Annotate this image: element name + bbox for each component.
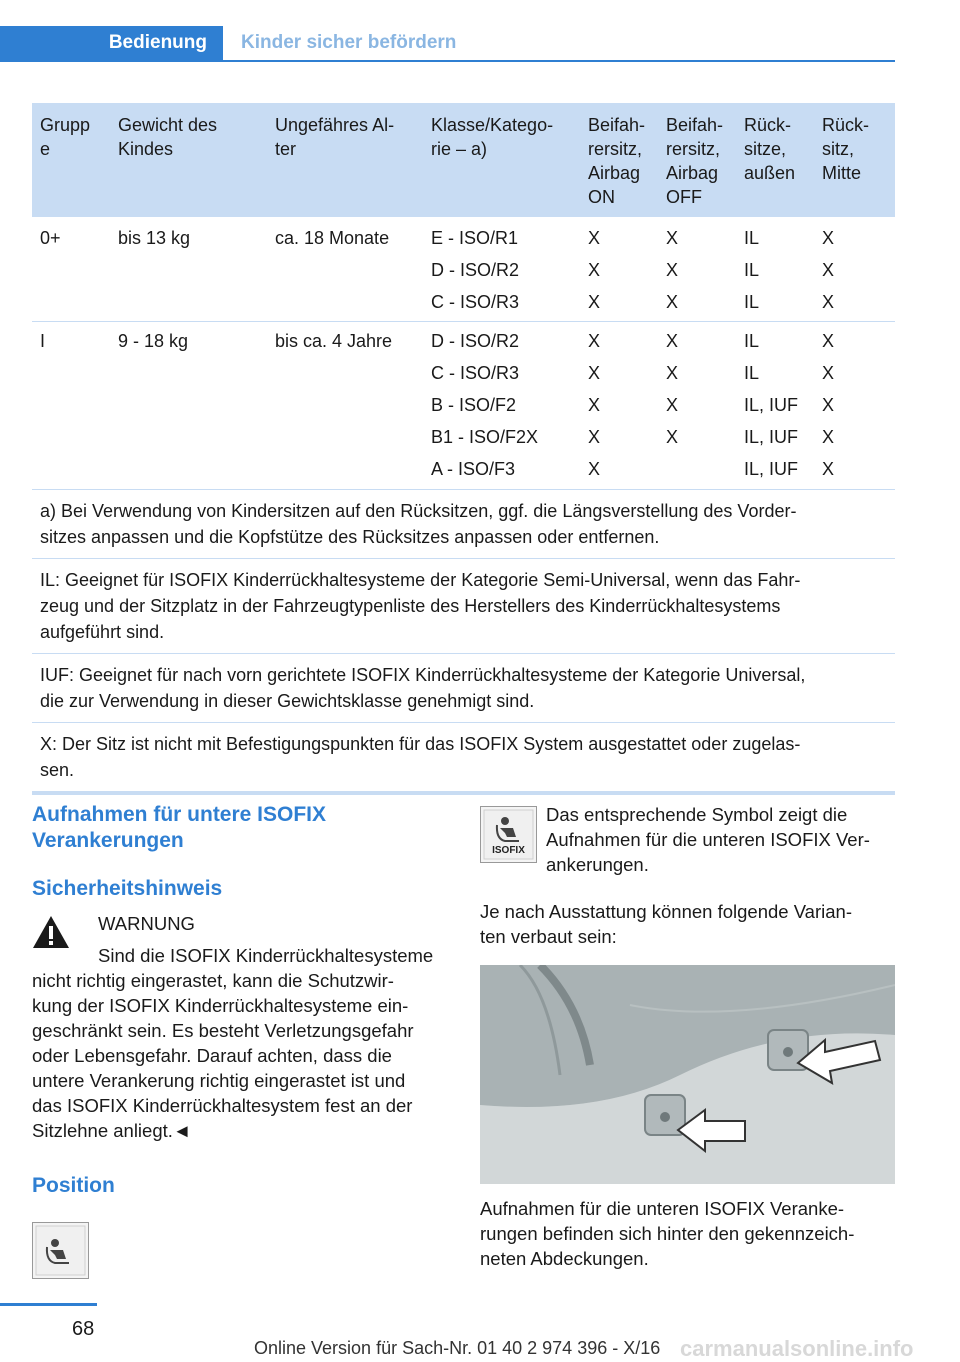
value: X: [822, 427, 835, 447]
class-value: C - ISO/R3: [431, 292, 520, 312]
table-row: [32, 322, 895, 490]
table-bottom-rule: [32, 791, 895, 795]
col-header-age: Ungefähres Al- ter: [275, 115, 395, 159]
value: X: [666, 228, 679, 248]
class-value: B1 - ISO/F2X: [431, 427, 539, 447]
col-header-class: Klasse/Katego- rie – a): [431, 115, 554, 159]
table-row: [32, 219, 895, 322]
warning-block: [32, 911, 450, 968]
cell-age: bis ca. 4 Jahre: [275, 331, 393, 351]
col-header-weight: Gewicht des Kindes: [118, 115, 218, 159]
class-value: C - ISO/R3: [431, 363, 520, 383]
footer-rule: [0, 1303, 97, 1306]
value: X: [822, 395, 835, 415]
cell-rear-middle: [814, 322, 895, 489]
class-value: D - ISO/R2: [431, 331, 520, 351]
value: IL: [744, 292, 760, 312]
value: X: [588, 459, 601, 479]
left-column: [32, 802, 450, 1198]
table-footnote-a: a) Bei Verwendung von Kindersitzen auf den Rücksitzen, ggf. die Längsverstellung des Vorder- sitzes anpassen und die Kopfstütze des Rücksitzes anpassen oder entfernen.: [32, 490, 895, 559]
safety-subheading: Sicherheitshinweis: [32, 877, 223, 900]
value: X: [666, 260, 679, 280]
symbol-description: Das entsprechende Symbol zeigt die Aufnahmen für die unteren ISOFIX Ver- ankerungen.: [546, 804, 870, 875]
cell-rear-outer: [736, 322, 814, 489]
value: X: [822, 292, 835, 312]
value: X: [822, 459, 835, 479]
col-header-group: Grupp e: [40, 115, 91, 159]
page-number: 68: [72, 1318, 95, 1340]
value: X: [588, 331, 601, 351]
value: X: [822, 363, 835, 383]
value: IL: [744, 260, 760, 280]
value: X: [666, 331, 679, 351]
table-footnote-il: IL: Geeignet für ISOFIX Kinderrückhaltesysteme der Kategorie Semi-Universal, wenn das Fahr- zeug und der Sitzplatz in der Fahrzeugtypenliste des Herstellers des Kinderrückhaltesystems aufgeführt sind.: [32, 559, 895, 654]
value: X: [822, 331, 835, 351]
col-header-rear-middle: Rück- sitz, Mitte: [822, 115, 870, 183]
value: X: [822, 228, 835, 248]
value: X: [588, 292, 601, 312]
warning-title: WARNUNG: [98, 913, 195, 934]
photo-caption: Aufnahmen für die unteren ISOFIX Veranke- rungen befinden sich hinter den gekennzeich- neten Abdeckungen.: [480, 1198, 855, 1269]
value: X: [588, 260, 601, 280]
variants-text: Je nach Ausstattung können folgende Varian- ten verbaut sein:: [480, 901, 852, 947]
header-bar: [0, 26, 895, 62]
value: IL, IUF: [744, 459, 799, 479]
warning-text: nicht richtig eingerastet, kann die Schutzwir- kung der ISOFIX Kinderrückhaltesysteme ein- geschränkt sein. Es besteht Verletzungsgefahr oder Lebensgefahr. Darauf achten, dass die untere Verankerung richtig eingerastet ist und das ISOFIX Kinderrückhaltesystem fest an der Sitzlehne anliegt.◄: [32, 970, 414, 1141]
cell-airbag-off: [658, 322, 736, 489]
cell-group: 0+: [40, 228, 61, 248]
cell-classes: [423, 322, 580, 489]
cell-airbag-on: [580, 219, 658, 321]
value: X: [588, 427, 601, 447]
child-seat-icon: [33, 1223, 88, 1278]
value: X: [588, 395, 601, 415]
class-value: D - ISO/R2: [431, 260, 520, 280]
cell-rear-outer: [736, 219, 814, 321]
right-column: [480, 802, 895, 949]
warning-triangle-icon: [32, 915, 70, 955]
value: X: [588, 228, 601, 248]
value: X: [666, 395, 679, 415]
section-heading: Aufnahmen für untere ISOFIX Verankerungen: [32, 803, 327, 852]
value: X: [666, 427, 679, 447]
class-value: B - ISO/F2: [431, 395, 517, 415]
value: IL, IUF: [744, 427, 799, 447]
value: IL: [744, 331, 760, 351]
value: X: [666, 363, 679, 383]
isofix-anchor-photo: [480, 965, 895, 1184]
value: X: [822, 260, 835, 280]
position-heading: Position: [32, 1174, 115, 1197]
value: X: [588, 363, 601, 383]
table-footnote-x: X: Der Sitz ist nicht mit Befestigungspunkten für das ISOFIX System ausgestattet oder zugelas- sen.: [40, 734, 801, 780]
cell-weight: 9 - 18 kg: [118, 331, 189, 351]
section-tab[interactable]: Kinder sicher befördern: [241, 32, 457, 53]
watermark: carmanualsonline.info: [680, 1336, 914, 1361]
warning-text-first-line: Sind die ISOFIX Kinderrückhaltesysteme: [98, 945, 434, 966]
child-seat-table: [32, 103, 895, 795]
cell-airbag-on: [580, 322, 658, 489]
isofix-position-symbol: [32, 1222, 89, 1279]
table-header-row: [32, 103, 895, 219]
cell-classes: [423, 219, 580, 321]
cell-group: I: [40, 331, 46, 351]
value: X: [666, 292, 679, 312]
online-version-text: Online Version für Sach-Nr. 01 40 2 974 396 - X/16: [254, 1338, 661, 1358]
isofix-symbol-label: ISOFIX: [492, 845, 525, 856]
col-header-rear-outer: Rück- sitze, außen: [744, 115, 796, 183]
cell-airbag-off: [658, 219, 736, 321]
cell-age: ca. 18 Monate: [275, 228, 390, 248]
table-footnote-iuf: IUF: Geeignet für nach vorn gerichtete ISOFIX Kinderrückhaltesysteme der Kategorie Universal, die zur Verwendung in dieser Gewichtsklasse genehmigt sind.: [32, 654, 895, 723]
value: IL: [744, 363, 760, 383]
chapter-tab[interactable]: Bedienung: [0, 26, 223, 60]
class-value: A - ISO/F3: [431, 459, 516, 479]
cell-weight: bis 13 kg: [118, 228, 191, 248]
value: IL, IUF: [744, 395, 799, 415]
col-header-airbag-off: Beifah- rersitz, Airbag OFF: [666, 115, 724, 207]
col-header-airbag-on: Beifah- rersitz, Airbag ON: [588, 115, 646, 207]
value: IL: [744, 228, 760, 248]
cell-rear-middle: [814, 219, 895, 321]
class-value: E - ISO/R1: [431, 228, 519, 248]
